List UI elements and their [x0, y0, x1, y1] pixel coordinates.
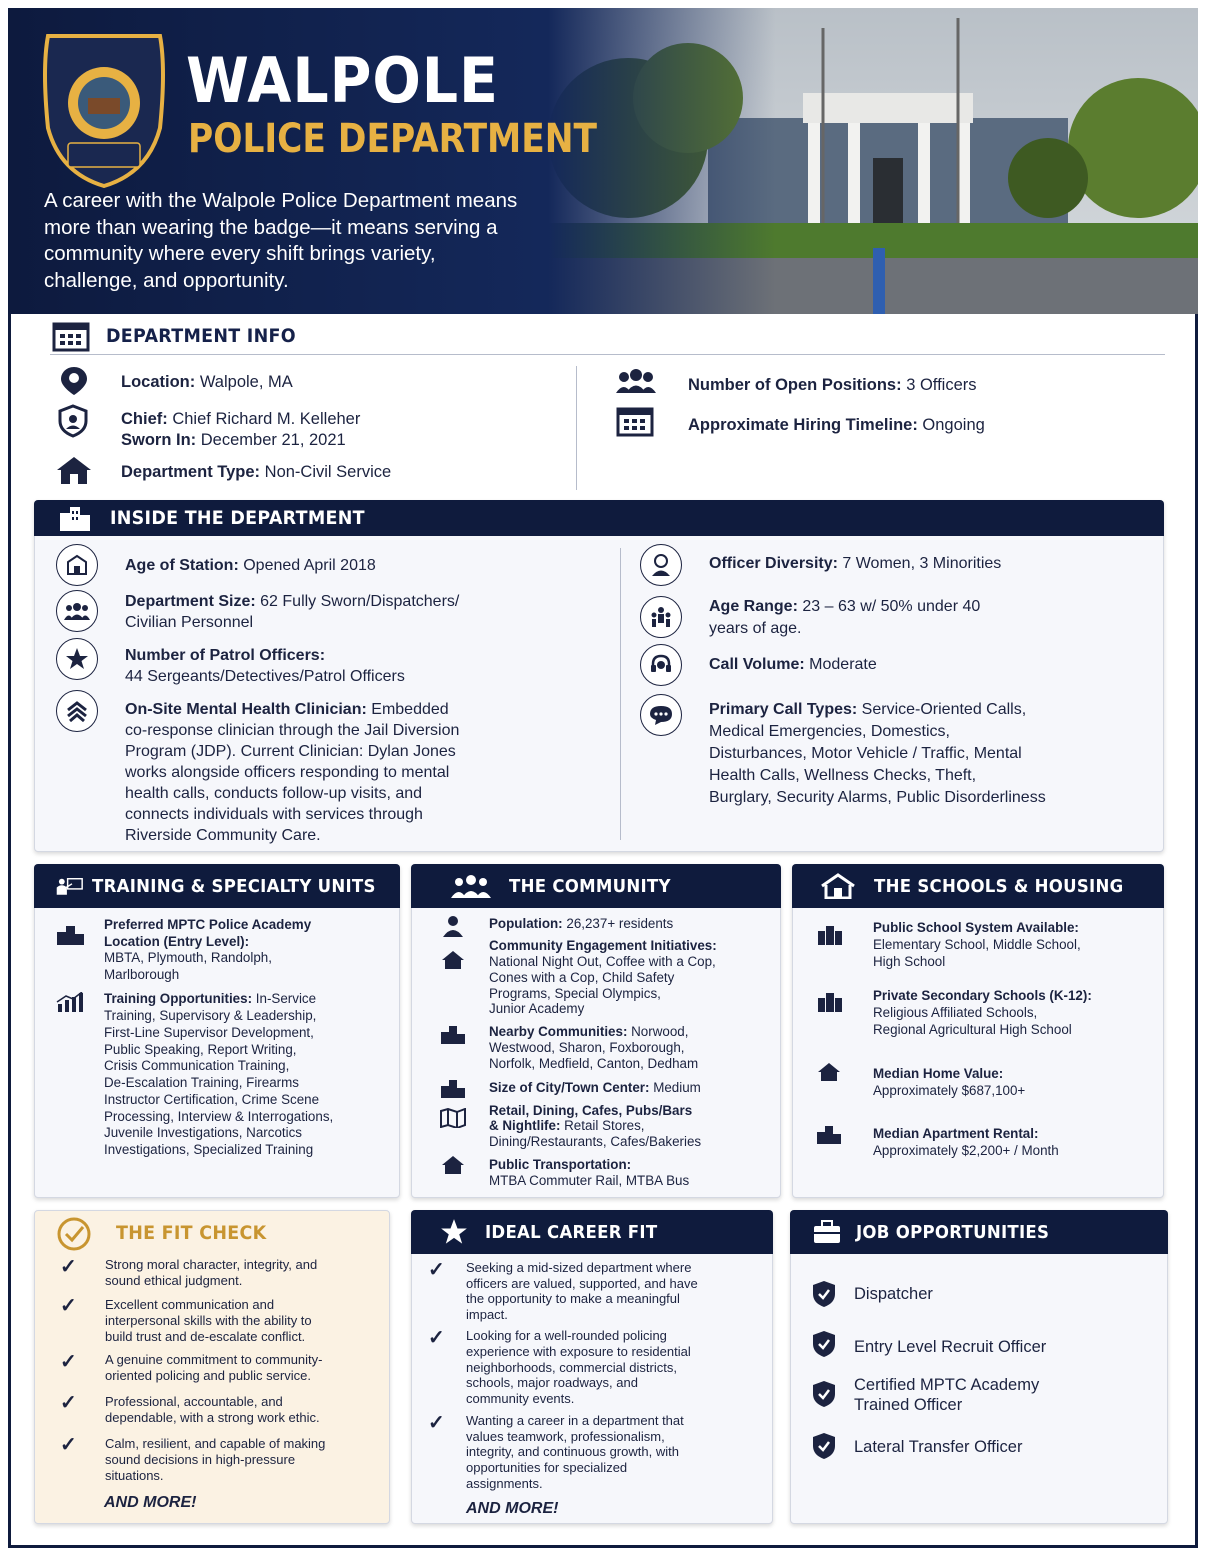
divider: [576, 366, 577, 490]
public-transportation: MTBA Commuter Rail, MTBA Bus: [489, 1173, 690, 1188]
primary-call-types: Disturbances, Motor Vehicle / Traffic, Mental: [709, 745, 1022, 762]
call-volume: Call Volume: Moderate: [709, 656, 877, 673]
ideal-item: integrity, and continuous growth, with: [466, 1444, 679, 1459]
school-building-icon: [817, 992, 843, 1012]
home-icon: [441, 950, 465, 970]
community-engagement: Cones with a Cop, Child Safety: [489, 970, 675, 985]
fit-check-title: THE FIT CHECK: [116, 1222, 267, 1244]
private-schools: Regional Agricultural High School: [873, 1022, 1072, 1037]
location-row: Location: Walpole, MA: [121, 373, 293, 391]
training-opportunities: First-Line Supervisor Development,: [104, 1025, 314, 1040]
job-entry-level: Entry Level Recruit Officer: [854, 1338, 1047, 1356]
population: Population: 26,237+ residents: [489, 916, 674, 931]
ideal-item: Seeking a mid-sized department where: [466, 1260, 692, 1275]
ideal-fit-header: [411, 1210, 773, 1254]
headset-icon: [640, 644, 682, 686]
officer-diversity: Officer Diversity: 7 Women, 3 Minorities: [709, 555, 1002, 572]
academy-buildings-icon: [56, 924, 86, 946]
mental-health-clinician: Riverside Community Care.: [125, 827, 321, 844]
median-home-value: Approximately $687,100+: [873, 1083, 1026, 1098]
sworn-row: Sworn In: December 21, 2021: [121, 431, 346, 449]
department-size: Department Size: 62 Fully Sworn/Dispatchers/: [125, 593, 460, 610]
ideal-item: the opportunity to make a meaningful: [466, 1291, 680, 1306]
academy-location: MBTA, Plymouth, Randolph,: [104, 950, 272, 965]
training-opportunities: Processing, Interview & Interrogations,: [104, 1109, 334, 1124]
shield-check-icon: [812, 1330, 836, 1358]
retail-dining: Retail, Dining, Cafes, Pubs/Bars: [489, 1103, 693, 1118]
police-badge-logo: [38, 28, 170, 188]
ideal-item: opportunities for specialized: [466, 1460, 628, 1475]
training-opportunities: Training, Supervisory & Leadership,: [104, 1008, 317, 1023]
map-icon: [440, 1108, 466, 1128]
ideal-item: officers are valued, supported, and have: [466, 1276, 698, 1291]
public-transportation: Public Transportation:: [489, 1157, 632, 1172]
page-subtitle: POLICE DEPARTMENT: [188, 116, 598, 162]
home-icon: [441, 1155, 465, 1175]
community-title: THE COMMUNITY: [509, 875, 671, 897]
community-engagement: National Night Out, Coffee with a Cop,: [489, 954, 716, 969]
and-more-label: AND MORE!: [466, 1500, 559, 1517]
ideal-item: schools, major roadways, and: [466, 1375, 638, 1390]
checkmark-icon: ✓: [60, 1434, 77, 1456]
header-banner: [8, 8, 1198, 314]
fit-item: dependable, with a strong work ethic.: [105, 1410, 320, 1425]
location-pin-icon: [60, 366, 88, 396]
checkmark-icon: ✓: [60, 1256, 77, 1278]
instructor-icon: [56, 874, 84, 898]
shield-check-icon: [812, 1280, 836, 1308]
retail-dining: & Nightlife: Retail Stores,: [489, 1118, 645, 1133]
median-apartment-rental: Median Apartment Rental:: [873, 1126, 1039, 1141]
mental-health-clinician: connects individuals with services through: [125, 806, 423, 823]
apartment-icon: [816, 1124, 842, 1144]
dept-type-row: Department Type: Non-Civil Service: [121, 463, 392, 481]
patrol-officers: Number of Patrol Officers:: [125, 647, 326, 664]
tagline: A career with the Walpole Police Department means more than wearing the badge—it means serving a community where every shift brings variety, challenge, and opportunity.: [44, 189, 518, 292]
page-title: WALPOLE: [186, 44, 499, 117]
ideal-item: Wanting a career in a department that: [466, 1413, 684, 1428]
median-apartment-rental: Approximately $2,200+ / Month: [873, 1143, 1059, 1158]
shield-check-icon: [812, 1380, 836, 1408]
nearby-communities: Norfolk, Medfield, Canton, Dedham: [489, 1056, 699, 1071]
town-center-icon: [440, 1078, 466, 1098]
checkmark-icon: ✓: [428, 1327, 445, 1349]
inside-dept-title: INSIDE THE DEPARTMENT: [110, 507, 365, 529]
town-center-size: Size of City/Town Center: Medium: [489, 1080, 701, 1095]
fit-item: situations.: [105, 1468, 164, 1483]
training-opportunities: Juvenile Investigations, Narcotics: [104, 1125, 302, 1140]
public-school-system: Public School System Available:: [873, 920, 1079, 935]
public-school-system: High School: [873, 954, 946, 969]
job-certified-officer: Certified MPTC Academy: [854, 1376, 1040, 1394]
community-header: [411, 864, 781, 908]
home-icon: [820, 873, 856, 899]
community-engagement: Community Engagement Initiatives:: [489, 938, 717, 953]
checkmark-icon: ✓: [60, 1351, 77, 1373]
primary-call-types: Burglary, Security Alarms, Public Disorderliness: [709, 789, 1046, 806]
academy-location: Preferred MPTC Police Academy: [104, 917, 312, 932]
star-icon: [439, 1218, 469, 1246]
ideal-item: community events.: [466, 1391, 575, 1406]
checkmark-icon: ✓: [60, 1392, 77, 1414]
check-circle-icon: [54, 1216, 94, 1252]
open-positions-row: Number of Open Positions: 3 Officers: [688, 376, 977, 394]
calendar-icon: [52, 320, 90, 352]
department-size: Civilian Personnel: [125, 614, 254, 631]
jobs-title: JOB OPPORTUNITIES: [856, 1221, 1050, 1243]
chevron-rank-icon: [56, 690, 98, 732]
star-icon: [56, 638, 98, 680]
job-dispatcher: Dispatcher: [854, 1285, 933, 1303]
training-header: [34, 864, 400, 908]
nearby-communities: Nearby Communities: Norwood,: [489, 1024, 689, 1039]
schools-title: THE SCHOOLS & HOUSING: [874, 875, 1124, 897]
job-lateral-transfer: Lateral Transfer Officer: [854, 1438, 1023, 1456]
fit-item: sound decisions in high-pressure: [105, 1452, 296, 1467]
fit-item: oriented policing and public service.: [105, 1368, 311, 1383]
home-icon: [55, 455, 93, 485]
shield-check-icon: [812, 1432, 836, 1460]
academy-location: Marlborough: [104, 967, 180, 982]
ideal-item: neighborhoods, commercial districts,: [466, 1360, 677, 1375]
ideal-item: assignments.: [466, 1476, 543, 1491]
age-of-station: Age of Station: Opened April 2018: [125, 557, 376, 574]
station-icon: [56, 544, 98, 586]
calendar-icon: [616, 405, 654, 437]
job-certified-officer: Trained Officer: [854, 1396, 963, 1414]
schools-header: [792, 864, 1164, 908]
fit-item: interpersonal skills with the ability to: [105, 1313, 312, 1328]
academy-location: Location (Entry Level):: [104, 934, 250, 949]
family-icon: [640, 596, 682, 638]
public-school-system: Elementary School, Middle School,: [873, 937, 1081, 952]
checkmark-icon: ✓: [428, 1412, 445, 1434]
fit-item: Calm, resilient, and capable of making: [105, 1436, 326, 1451]
ideal-item: impact.: [466, 1307, 508, 1322]
fit-item: Excellent communication and: [105, 1297, 275, 1312]
briefcase-icon: [812, 1220, 842, 1244]
age-range: Age Range: 23 – 63 w/ 50% under 40: [709, 598, 981, 615]
ideal-item: experience with exposure to residential: [466, 1344, 691, 1359]
mental-health-clinician: health calls, conducts follow-up visits, and: [125, 785, 423, 802]
retail-dining: Dining/Restaurants, Cafes/Bakeries: [489, 1134, 702, 1149]
mental-health-clinician: works alongside officers responding to mental: [125, 764, 450, 781]
training-title: TRAINING & SPECIALTY UNITS: [91, 875, 376, 897]
mental-health-clinician: Program (JDP). Current Clinician: Dylan Jones: [125, 743, 456, 760]
primary-call-types: Primary Call Types: Service-Oriented Calls,: [709, 701, 1027, 718]
inside-dept-header: [34, 500, 1164, 536]
private-schools: Private Secondary Schools (K-12):: [873, 988, 1092, 1003]
police-shield-icon: [56, 404, 90, 438]
people-group-icon: [451, 874, 491, 898]
home-icon: [817, 1062, 841, 1082]
ideal-item: values teamwork, professionalism,: [466, 1429, 665, 1444]
divider: [50, 354, 1165, 355]
age-range: years of age.: [709, 620, 802, 637]
community-engagement: Programs, Special Olympics,: [489, 986, 661, 1001]
patrol-officers: 44 Sergeants/Detectives/Patrol Officers: [125, 668, 405, 685]
chief-row: Chief: Chief Richard M. Kelleher: [121, 410, 361, 428]
training-opportunities: De-Escalation Training, Firearms: [104, 1075, 299, 1090]
training-opportunities: Crisis Communication Training,: [104, 1058, 290, 1073]
ideal-fit-title: IDEAL CAREER FIT: [485, 1221, 658, 1243]
private-schools: Religious Affiliated Schools,: [873, 1005, 1038, 1020]
dept-info-title: DEPARTMENT INFO: [106, 325, 296, 347]
training-opportunities: Public Speaking, Report Writing,: [104, 1042, 297, 1057]
checkmark-icon: ✓: [428, 1259, 445, 1281]
jobs-box: [790, 1210, 1168, 1524]
and-more-label: AND MORE!: [104, 1494, 197, 1511]
mental-health-clinician: co-response clinician through the Jail Diversion: [125, 722, 460, 739]
woman-officer-icon: [640, 544, 682, 586]
checkmark-icon: ✓: [60, 1295, 77, 1317]
community-engagement: Junior Academy: [489, 1001, 585, 1016]
fit-item: build trust and de-escalate conflict.: [105, 1329, 306, 1344]
person-icon: [442, 915, 464, 937]
buildings-icon: [440, 1024, 466, 1044]
nearby-communities: Westwood, Sharon, Foxborough,: [489, 1040, 685, 1055]
mental-health-clinician: On-Site Mental Health Clinician: Embedded: [125, 701, 449, 718]
training-opportunities: Instructor Certification, Crime Scene: [104, 1092, 320, 1107]
building-icon: [58, 505, 92, 531]
bar-chart-icon: [56, 992, 84, 1012]
chat-bubble-icon: [640, 694, 682, 736]
fit-item: sound ethical judgment.: [105, 1273, 243, 1288]
people-group-icon: [56, 590, 98, 632]
training-opportunities: Training Opportunities: In-Service: [104, 991, 317, 1006]
school-building-icon: [817, 925, 843, 945]
primary-call-types: Health Calls, Wellness Checks, Theft,: [709, 767, 977, 784]
fit-item: Professional, accountable, and: [105, 1394, 283, 1409]
ideal-item: Looking for a well-rounded policing: [466, 1328, 667, 1343]
fit-item: Strong moral character, integrity, and: [105, 1257, 318, 1272]
divider: [620, 548, 621, 840]
station-photo: [548, 8, 1198, 314]
median-home-value: Median Home Value:: [873, 1066, 1004, 1081]
primary-call-types: Medical Emergencies, Domestics,: [709, 723, 950, 740]
fit-item: A genuine commitment to community-: [105, 1352, 323, 1367]
people-group-icon: [616, 368, 656, 394]
jobs-header: [790, 1210, 1168, 1254]
training-opportunities: Investigations, Specialized Training: [104, 1142, 314, 1157]
hiring-timeline-row: Approximate Hiring Timeline: Ongoing: [688, 416, 985, 434]
